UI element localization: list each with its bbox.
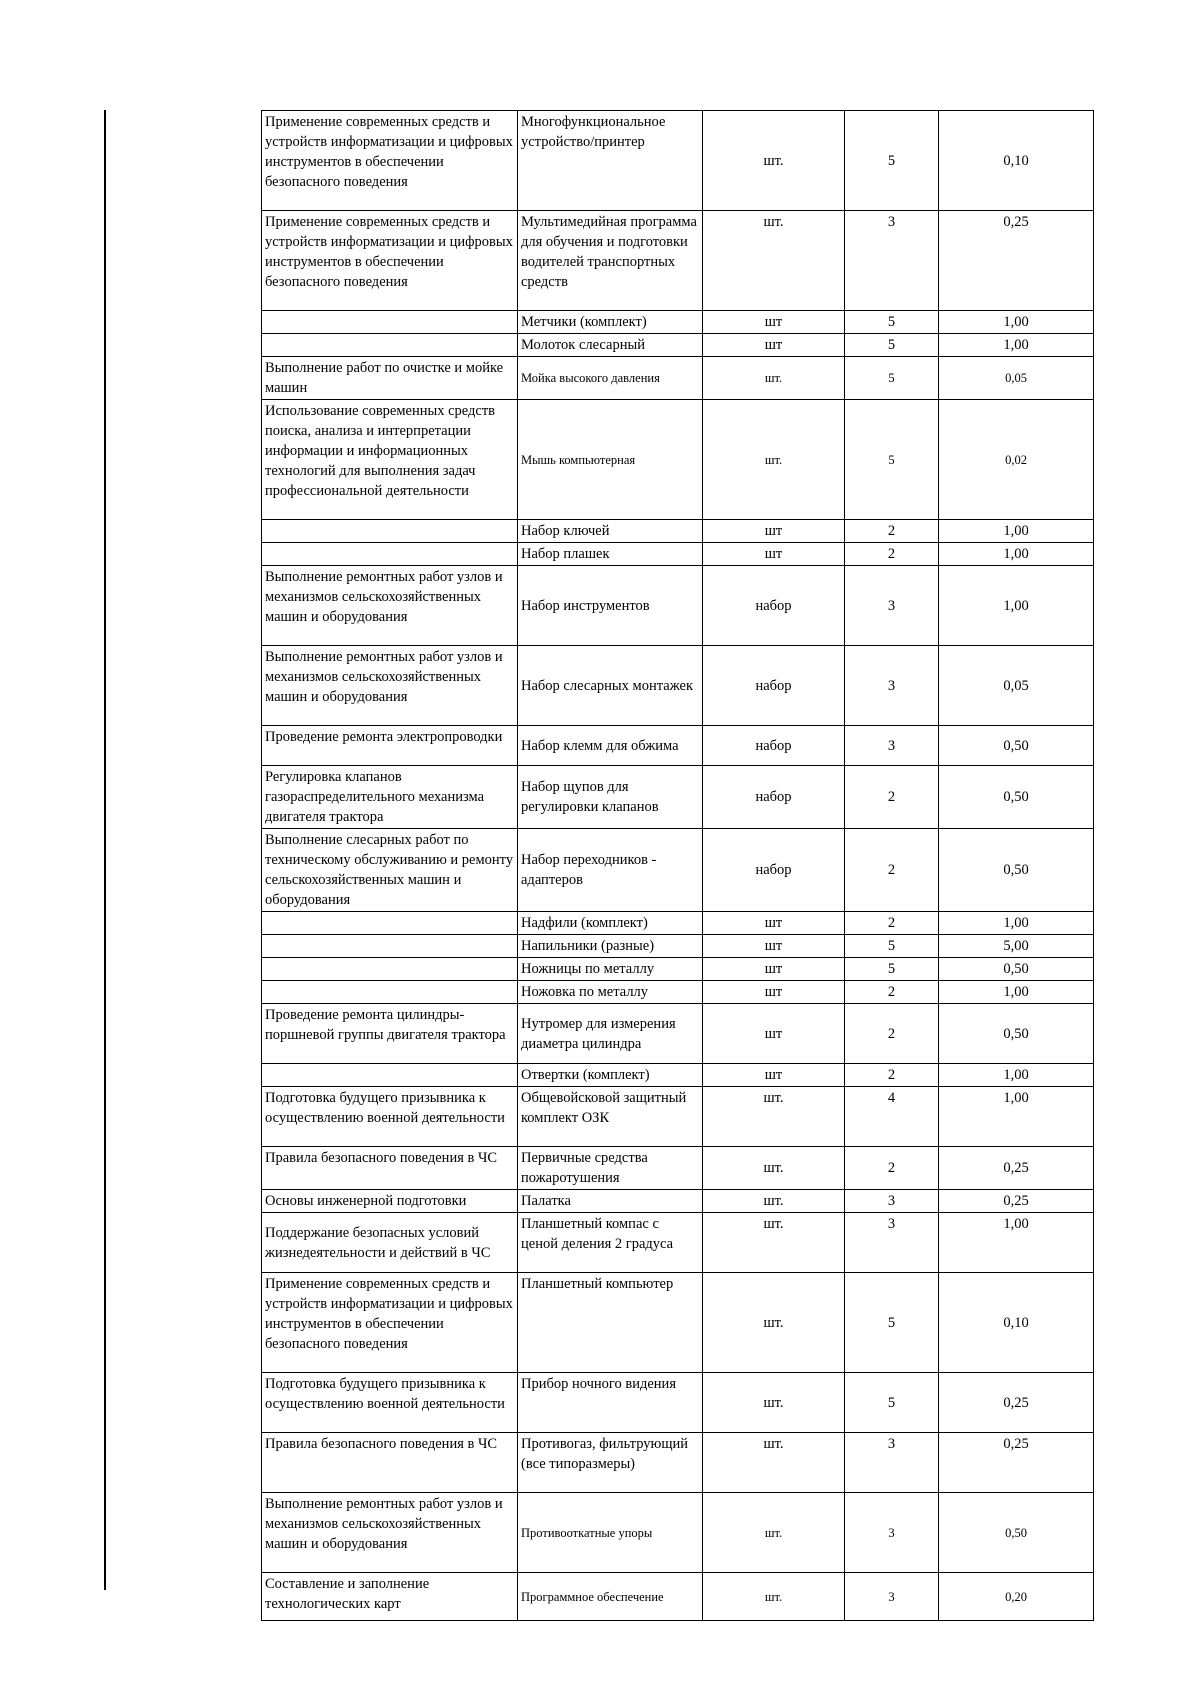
coefficient-cell: 0,05	[939, 646, 1094, 726]
table-row	[262, 829, 1094, 912]
activity-cell	[262, 912, 518, 935]
equipment-name-cell: Программное обеспечение	[518, 1573, 703, 1621]
unit-cell: шт	[703, 311, 845, 334]
equipment-name-cell: Противогаз, фильтрующий (все типоразмеры)	[518, 1433, 703, 1493]
equipment-name-cell: Ножовка по металлу	[518, 981, 703, 1004]
equipment-name-cell: Планшетный компас с ценой деления 2 градуса	[518, 1213, 703, 1273]
table-row	[262, 566, 1094, 646]
coefficient-cell: 1,00	[939, 1064, 1094, 1087]
table-row	[262, 766, 1094, 829]
equipment-table	[261, 110, 1094, 1621]
quantity-cell: 2	[845, 912, 939, 935]
table-row	[262, 1213, 1094, 1273]
coefficient-cell: 1,00	[939, 1213, 1094, 1273]
activity-cell	[262, 935, 518, 958]
activity-cell: Подготовка будущего призывника к осуществлению военной деятельности	[262, 1087, 518, 1147]
coefficient-cell: 0,05	[939, 357, 1094, 400]
table-row	[262, 912, 1094, 935]
quantity-cell: 2	[845, 981, 939, 1004]
activity-cell: Правила безопасного поведения в ЧС	[262, 1433, 518, 1493]
equipment-name-cell: Общевойсковой защитный комплект ОЗК	[518, 1087, 703, 1147]
coefficient-cell: 1,00	[939, 334, 1094, 357]
table-row	[262, 1573, 1094, 1621]
activity-cell	[262, 958, 518, 981]
coefficient-cell: 1,00	[939, 1087, 1094, 1147]
activity-cell: Применение современных средств и устройств информатизации и цифровых инструментов в обеспечении безопасного поведения	[262, 111, 518, 211]
coefficient-cell: 0,25	[939, 1373, 1094, 1433]
quantity-cell: 2	[845, 1147, 939, 1190]
activity-cell	[262, 334, 518, 357]
equipment-name-cell: Нутромер для измерения диаметра цилиндра	[518, 1004, 703, 1064]
coefficient-cell: 0,10	[939, 1273, 1094, 1373]
quantity-cell: 5	[845, 334, 939, 357]
unit-cell: шт	[703, 520, 845, 543]
quantity-cell: 3	[845, 566, 939, 646]
unit-cell: шт.	[703, 1147, 845, 1190]
coefficient-cell: 1,00	[939, 543, 1094, 566]
unit-cell: шт.	[703, 111, 845, 211]
coefficient-cell: 0,20	[939, 1573, 1094, 1621]
table-row	[262, 1064, 1094, 1087]
coefficient-cell: 1,00	[939, 912, 1094, 935]
table-row	[262, 211, 1094, 311]
table-row	[262, 981, 1094, 1004]
table-row	[262, 334, 1094, 357]
coefficient-cell: 0,50	[939, 1493, 1094, 1573]
quantity-cell: 2	[845, 1064, 939, 1087]
equipment-name-cell: Палатка	[518, 1190, 703, 1213]
unit-cell: шт.	[703, 357, 845, 400]
quantity-cell: 3	[845, 1493, 939, 1573]
quantity-cell: 2	[845, 829, 939, 912]
activity-cell: Использование современных средств поиска, анализа и интерпретации информации и информационных технологий для выполнения задач профессиональной деятельности	[262, 400, 518, 520]
quantity-cell: 5	[845, 958, 939, 981]
quantity-cell: 5	[845, 1273, 939, 1373]
quantity-cell: 5	[845, 400, 939, 520]
coefficient-cell: 0,10	[939, 111, 1094, 211]
quantity-cell: 5	[845, 357, 939, 400]
quantity-cell: 2	[845, 543, 939, 566]
quantity-cell: 2	[845, 1004, 939, 1064]
unit-cell: шт	[703, 981, 845, 1004]
unit-cell: шт.	[703, 1433, 845, 1493]
equipment-name-cell: Мойка высокого давления	[518, 357, 703, 400]
coefficient-cell: 0,25	[939, 1433, 1094, 1493]
equipment-name-cell: Набор переходников - адаптеров	[518, 829, 703, 912]
table-row	[262, 520, 1094, 543]
quantity-cell: 4	[845, 1087, 939, 1147]
coefficient-cell: 0,50	[939, 726, 1094, 766]
equipment-name-cell: Метчики (комплект)	[518, 311, 703, 334]
margin-line	[104, 110, 106, 1590]
table-row	[262, 726, 1094, 766]
table-row	[262, 646, 1094, 726]
unit-cell: шт	[703, 1004, 845, 1064]
activity-cell: Проведение ремонта цилиндры-поршневой группы двигателя трактора	[262, 1004, 518, 1064]
equipment-name-cell: Набор ключей	[518, 520, 703, 543]
quantity-cell: 2	[845, 520, 939, 543]
table-row	[262, 1493, 1094, 1573]
equipment-name-cell: Набор плашек	[518, 543, 703, 566]
table-row	[262, 1190, 1094, 1213]
unit-cell: набор	[703, 566, 845, 646]
equipment-name-cell: Набор щупов для регулировки клапанов	[518, 766, 703, 829]
activity-cell: Подготовка будущего призывника к осуществлению военной деятельности	[262, 1373, 518, 1433]
quantity-cell: 3	[845, 646, 939, 726]
equipment-name-cell: Надфили (комплект)	[518, 912, 703, 935]
unit-cell: шт.	[703, 1573, 845, 1621]
activity-cell: Выполнение ремонтных работ узлов и механизмов сельскохозяйственных машин и оборудования	[262, 646, 518, 726]
equipment-name-cell: Молоток слесарный	[518, 334, 703, 357]
equipment-name-cell: Набор слесарных монтажек	[518, 646, 703, 726]
unit-cell: шт.	[703, 1190, 845, 1213]
activity-cell: Основы инженерной подготовки	[262, 1190, 518, 1213]
unit-cell: шт	[703, 543, 845, 566]
activity-cell: Выполнение ремонтных работ узлов и механизмов сельскохозяйственных машин и оборудования	[262, 1493, 518, 1573]
table-row	[262, 1147, 1094, 1190]
activity-cell	[262, 543, 518, 566]
unit-cell: шт.	[703, 1373, 845, 1433]
quantity-cell: 5	[845, 935, 939, 958]
table-row	[262, 1433, 1094, 1493]
equipment-name-cell: Мультимедийная программа для обучения и подготовки водителей транспортных средств	[518, 211, 703, 311]
table-row	[262, 1273, 1094, 1373]
activity-cell: Проведение ремонта электропроводки	[262, 726, 518, 766]
coefficient-cell: 0,50	[939, 1004, 1094, 1064]
equipment-name-cell: Ножницы по металлу	[518, 958, 703, 981]
equipment-name-cell: Отвертки (комплект)	[518, 1064, 703, 1087]
table-row	[262, 400, 1094, 520]
coefficient-cell: 5,00	[939, 935, 1094, 958]
quantity-cell: 3	[845, 1190, 939, 1213]
unit-cell: набор	[703, 726, 845, 766]
unit-cell: шт	[703, 935, 845, 958]
equipment-name-cell: Прибор ночного видения	[518, 1373, 703, 1433]
coefficient-cell: 0,25	[939, 1147, 1094, 1190]
activity-cell: Применение современных средств и устройств информатизации и цифровых инструментов в обеспечении безопасного поведения	[262, 211, 518, 311]
equipment-name-cell: Противооткатные упоры	[518, 1493, 703, 1573]
coefficient-cell: 0,25	[939, 1190, 1094, 1213]
unit-cell: шт.	[703, 1213, 845, 1273]
table-row	[262, 111, 1094, 211]
activity-cell: Поддержание безопасных условий жизнедеятельности и действий в ЧС	[262, 1213, 518, 1273]
activity-cell	[262, 981, 518, 1004]
quantity-cell: 3	[845, 1433, 939, 1493]
unit-cell: шт	[703, 1064, 845, 1087]
table-row	[262, 958, 1094, 981]
table-row	[262, 543, 1094, 566]
table-row	[262, 357, 1094, 400]
coefficient-cell: 1,00	[939, 566, 1094, 646]
unit-cell: шт.	[703, 400, 845, 520]
quantity-cell: 5	[845, 311, 939, 334]
activity-cell	[262, 520, 518, 543]
unit-cell: шт.	[703, 1087, 845, 1147]
unit-cell: шт.	[703, 211, 845, 311]
activity-cell: Составление и заполнение технологических карт	[262, 1573, 518, 1621]
quantity-cell: 3	[845, 1573, 939, 1621]
activity-cell	[262, 1064, 518, 1087]
coefficient-cell: 0,50	[939, 829, 1094, 912]
equipment-name-cell: Многофункциональное устройство/принтер	[518, 111, 703, 211]
activity-cell: Выполнение работ по очистке и мойке машин	[262, 357, 518, 400]
quantity-cell: 3	[845, 211, 939, 311]
activity-cell: Выполнение ремонтных работ узлов и механизмов сельскохозяйственных машин и оборудования	[262, 566, 518, 646]
equipment-name-cell: Мышь компьютерная	[518, 400, 703, 520]
table-row	[262, 311, 1094, 334]
quantity-cell: 5	[845, 1373, 939, 1433]
quantity-cell: 2	[845, 766, 939, 829]
unit-cell: набор	[703, 766, 845, 829]
equipment-name-cell: Планшетный компьютер	[518, 1273, 703, 1373]
unit-cell: шт	[703, 912, 845, 935]
activity-cell: Выполнение слесарных работ по техническому обслуживанию и ремонту сельскохозяйственных машин и оборудования	[262, 829, 518, 912]
coefficient-cell: 0,25	[939, 211, 1094, 311]
coefficient-cell: 0,02	[939, 400, 1094, 520]
coefficient-cell: 0,50	[939, 766, 1094, 829]
table-row	[262, 1004, 1094, 1064]
unit-cell: набор	[703, 829, 845, 912]
equipment-name-cell: Первичные средства пожаротушения	[518, 1147, 703, 1190]
equipment-name-cell: Набор инструментов	[518, 566, 703, 646]
table-row	[262, 1373, 1094, 1433]
activity-cell	[262, 311, 518, 334]
table-row	[262, 935, 1094, 958]
unit-cell: шт	[703, 334, 845, 357]
activity-cell: Правила безопасного поведения в ЧС	[262, 1147, 518, 1190]
activity-cell: Регулировка клапанов газораспределительного механизма двигателя трактора	[262, 766, 518, 829]
table-row	[262, 1087, 1094, 1147]
unit-cell: шт	[703, 958, 845, 981]
quantity-cell: 3	[845, 1213, 939, 1273]
equipment-name-cell: Набор клемм для обжима	[518, 726, 703, 766]
unit-cell: шт.	[703, 1273, 845, 1373]
coefficient-cell: 0,50	[939, 958, 1094, 981]
equipment-name-cell: Напильники (разные)	[518, 935, 703, 958]
unit-cell: набор	[703, 646, 845, 726]
coefficient-cell: 1,00	[939, 520, 1094, 543]
unit-cell: шт.	[703, 1493, 845, 1573]
coefficient-cell: 1,00	[939, 311, 1094, 334]
activity-cell: Применение современных средств и устройств информатизации и цифровых инструментов в обеспечении безопасного поведения	[262, 1273, 518, 1373]
coefficient-cell: 1,00	[939, 981, 1094, 1004]
quantity-cell: 3	[845, 726, 939, 766]
quantity-cell: 5	[845, 111, 939, 211]
